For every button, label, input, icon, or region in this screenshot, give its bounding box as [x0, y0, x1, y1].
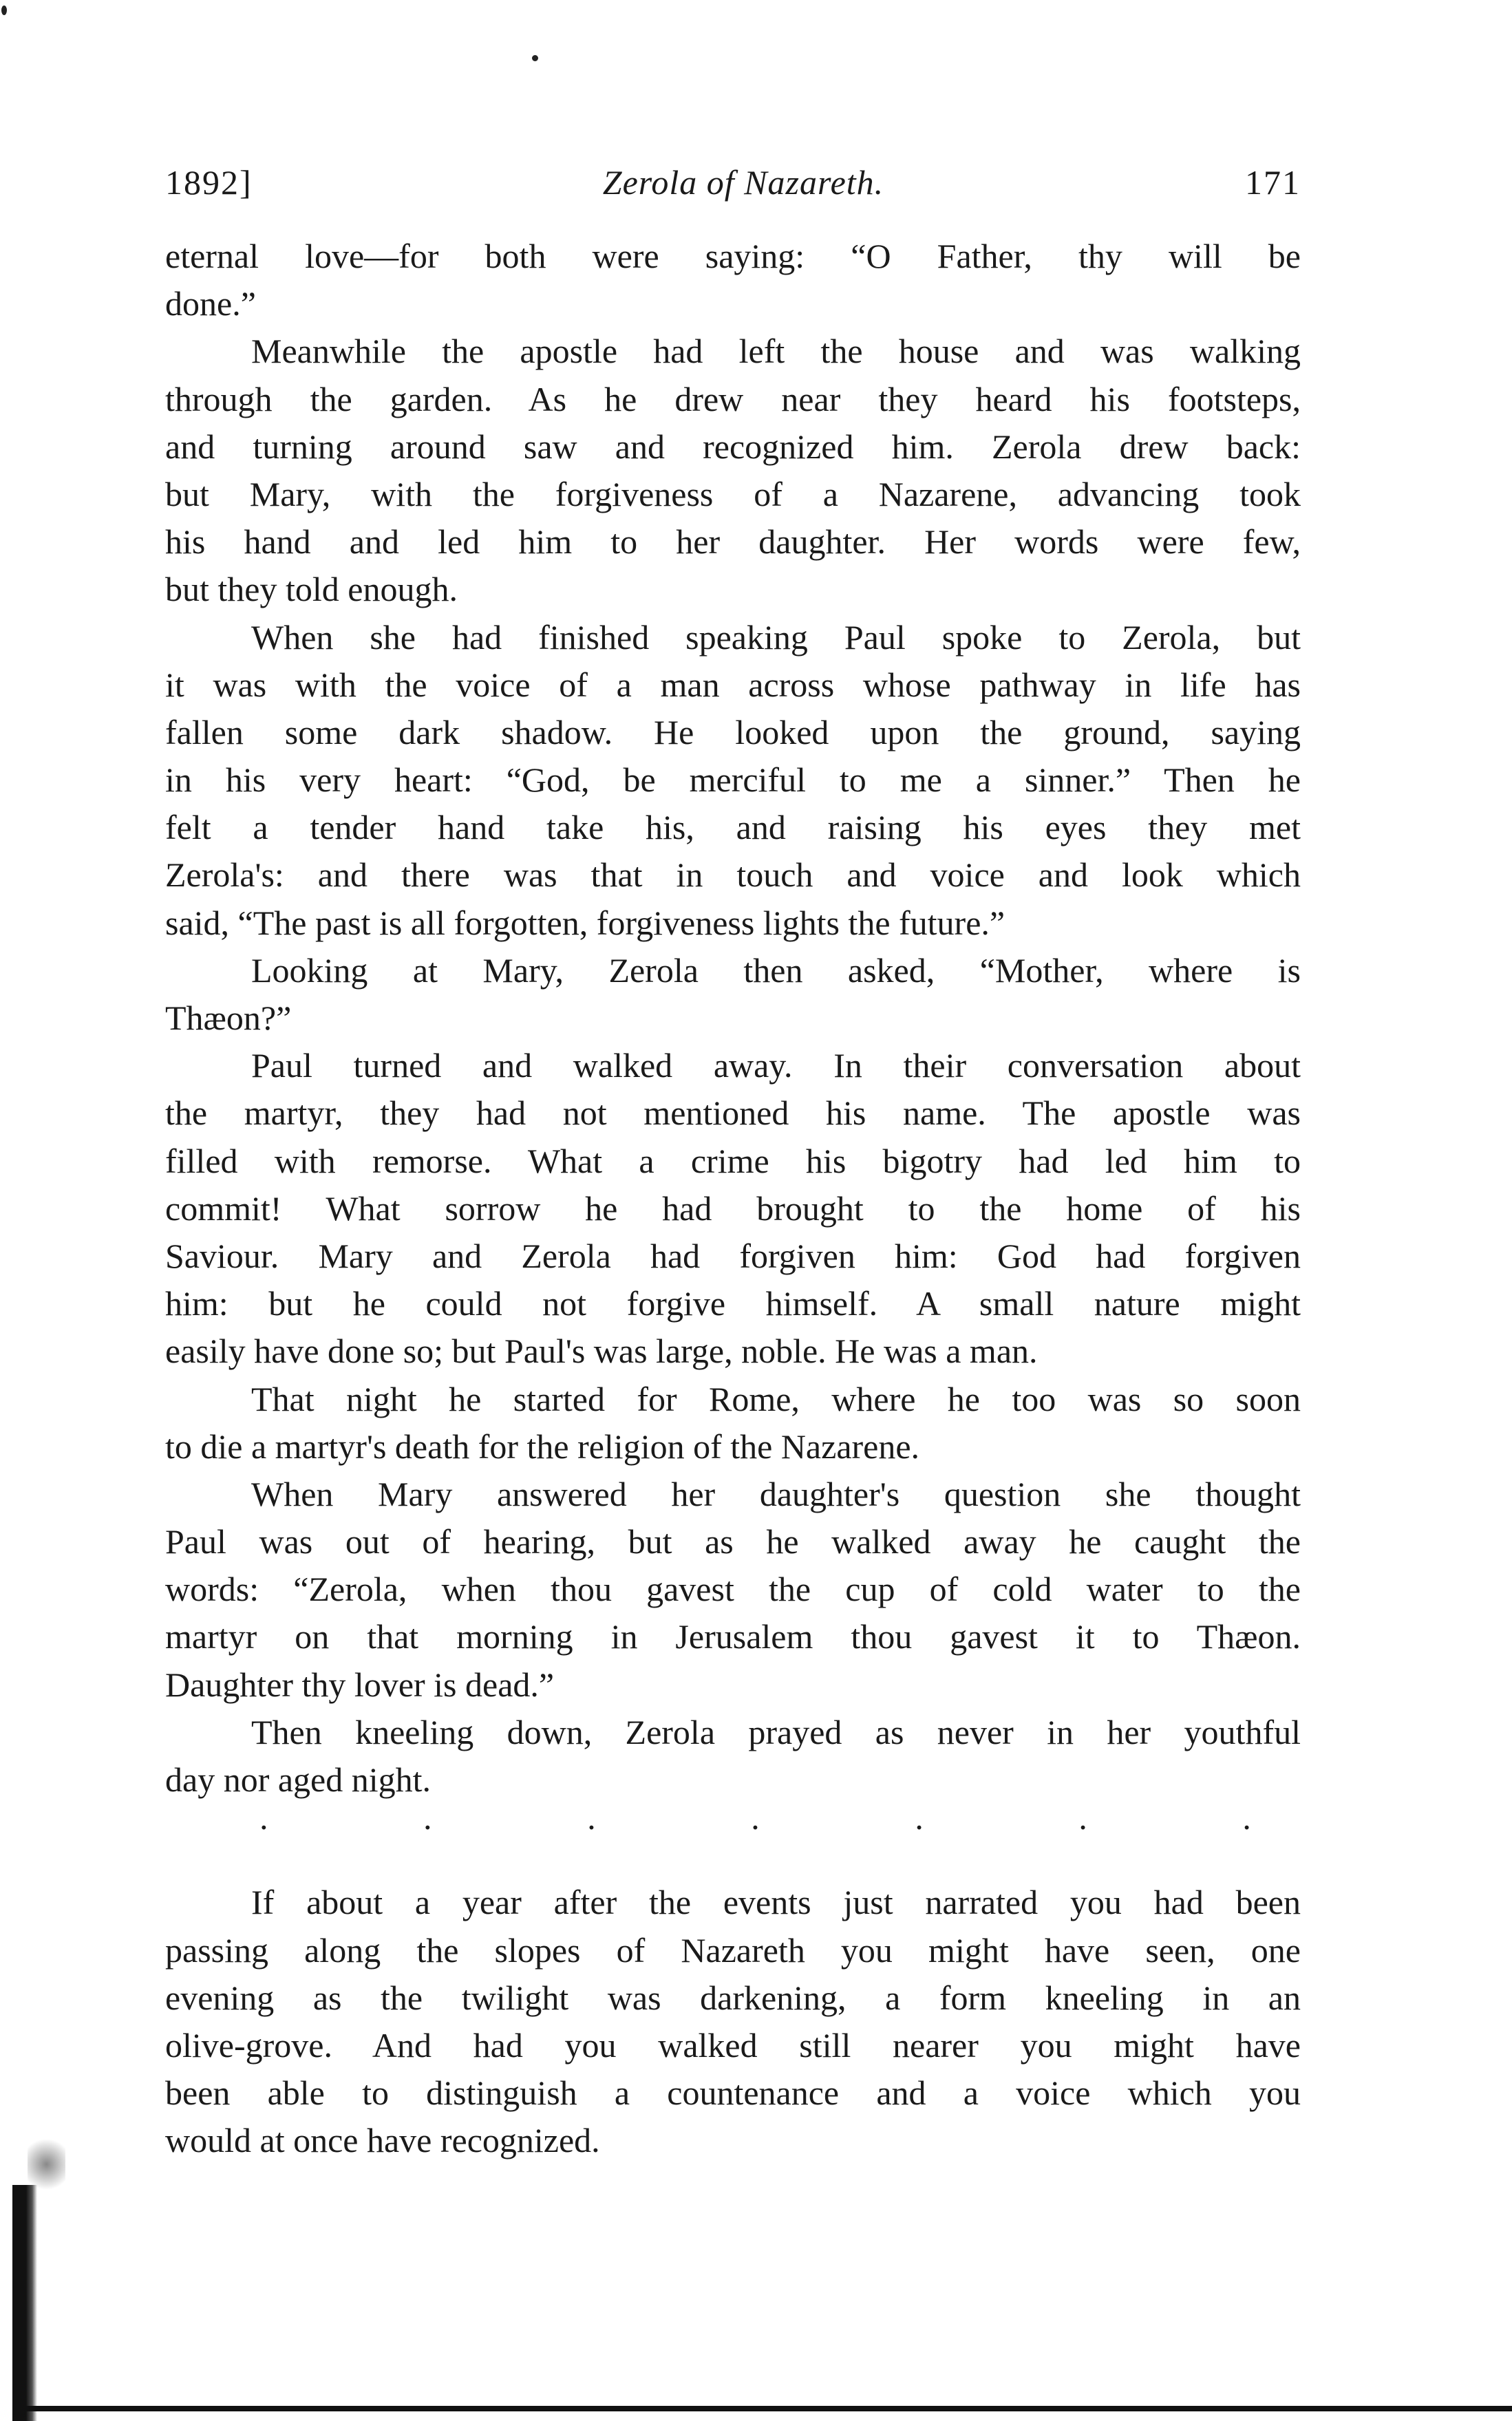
text-line: fallen some dark shadow. He looked upon the ground, saying: [165, 712, 1301, 751]
text-line: eternal love—for both were saying: “O Father, thy will be: [165, 237, 1301, 275]
text-line: commit! What sorrow he had brought to the home of his: [165, 1188, 1301, 1228]
scan-speck: [1, 6, 7, 15]
text-line: in his very heart: “God, be merciful to me a sinner.” Then he: [165, 760, 1301, 800]
text-line: That night he started for Rome, where he too was so soon: [251, 1379, 1301, 1418]
text-line: If about a year after the events just narrated you had been: [251, 1883, 1301, 1922]
text-line: When Mary answered her daughter's question she thought: [251, 1474, 1301, 1513]
section-break: [165, 1804, 1301, 1851]
section-break-dot: ·: [1241, 1808, 1253, 1847]
text-line: but they told enough.: [165, 570, 458, 609]
text-line: been able to distinguish a countenance and a voice which you: [165, 2073, 1301, 2113]
text-line: easily have done so; but Paul's was large, noble. He was a man.: [165, 1332, 1038, 1371]
text-line: evening as the twilight was darkening, a form kneeling in an: [165, 1978, 1301, 2017]
running-head: [165, 158, 1301, 206]
section-break-dot: ·: [913, 1808, 925, 1847]
text-line: Daughter thy lover is dead.”: [165, 1665, 555, 1704]
header-title: Zerola of Nazareth.: [602, 163, 884, 202]
text-line: him: but he could not forgive himself. A small nature might: [165, 1284, 1301, 1323]
text-line: Then kneeling down, Zerola prayed as never in her youthful: [251, 1712, 1301, 1751]
text-line: olive-grove. And had you walked still nearer you might have: [165, 2025, 1301, 2065]
text-line: passing along the slopes of Nazareth you might have seen, one: [165, 1930, 1301, 1970]
scan-speck: [532, 55, 538, 61]
page-number: 171: [1245, 163, 1301, 202]
text-line: the martyr, they had not mentioned his name. The apostle was: [165, 1094, 1301, 1133]
section-break-dot: ·: [1077, 1808, 1089, 1847]
text-line: to die a martyr's death for the religion of the Nazarene.: [165, 1427, 920, 1466]
text-line: through the garden. As he drew near they heard his footsteps,: [165, 379, 1301, 418]
text-line: felt a tender hand take his, and raising his eyes they met: [165, 808, 1301, 847]
section-break-dot: ·: [749, 1808, 761, 1847]
header-year: 1892]: [165, 163, 253, 202]
text-line: done.”: [165, 284, 256, 323]
text-line: and turning around saw and recognized him. Zerola drew back:: [165, 427, 1301, 466]
text-line: Paul turned and walked away. In their conversation about: [251, 1046, 1301, 1085]
section-break-dot: ·: [422, 1808, 434, 1847]
body-text: [165, 233, 1301, 2165]
text-line: filled with remorse. What a crime his bigotry had led him to: [165, 1141, 1301, 1180]
text-line: words: “Zerola, when thou gavest the cup of cold water to the: [165, 1570, 1301, 1609]
text-line: martyr on that morning in Jerusalem thou gavest it to Thæon.: [165, 1617, 1301, 1656]
section-gap: [165, 1851, 1301, 1879]
text-line: day nor aged night.: [165, 1760, 432, 1799]
text-line: Meanwhile the apostle had left the house and was walking: [251, 332, 1301, 371]
text-line: Zerola's: and there was that in touch and voice and look which: [165, 855, 1301, 895]
text-line: would at once have recognized.: [165, 2121, 600, 2160]
section-break-dot: ·: [586, 1808, 597, 1847]
text-line: it was with the voice of a man across whose pathway in life has: [165, 665, 1301, 704]
section-break-dot: ·: [258, 1808, 270, 1847]
text-line: but Mary, with the forgiveness of a Nazarene, advancing took: [165, 474, 1301, 513]
text-line: Thæon?”: [165, 999, 292, 1037]
text-line: Saviour. Mary and Zerola had forgiven him: God had forgiven: [165, 1236, 1301, 1275]
text-line: Paul was out of hearing, but as he walked away he caught the: [165, 1522, 1301, 1561]
text-line: Looking at Mary, Zerola then asked, “Mother, where is: [251, 950, 1301, 990]
text-line: his hand and led him to her daughter. Her words were few,: [165, 522, 1301, 562]
text-line: When she had finished speaking Paul spoke to Zerola, but: [251, 617, 1301, 657]
text-line: said, “The past is all forgotten, forgiveness lights the future.”: [165, 903, 1005, 942]
main-text-lines: [165, 233, 1301, 1804]
closing-paragraph: [165, 1879, 1301, 2164]
scan-bottom-edge: [14, 2406, 1512, 2411]
binding-edge: [12, 2185, 37, 2421]
